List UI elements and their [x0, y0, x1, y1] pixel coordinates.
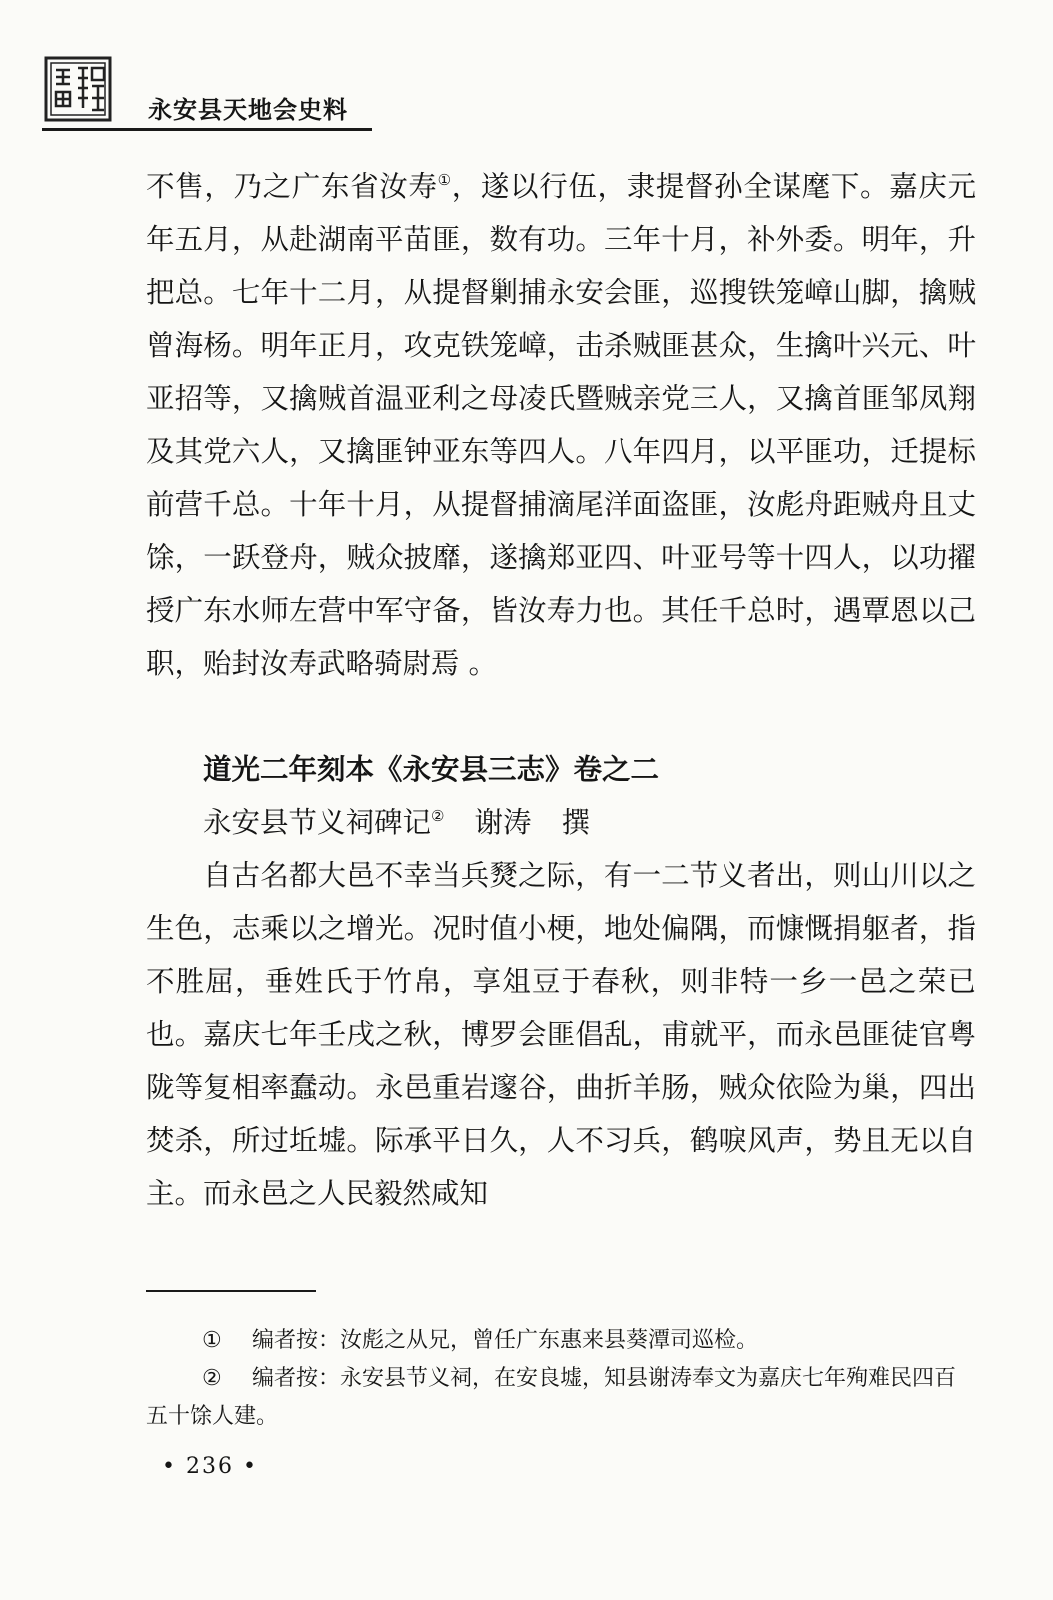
footnote-2 [146, 1360, 976, 1436]
footnotes [146, 1322, 976, 1436]
page-body [146, 160, 976, 1220]
footnote-text: 编者按：汝彪之从兄，曾任广东惠来县葵潭司巡检。 [252, 1328, 759, 1353]
paragraph-1-start: 不售，乃之广东省汝寿 [146, 170, 438, 203]
inscription-author: 谢涛 [474, 806, 532, 839]
section-title: 道光二年刻本《永安县三志》卷之二 [203, 753, 660, 786]
footnote-rule [146, 1290, 316, 1292]
footnote-number: ① [202, 1328, 222, 1353]
running-head-rule [42, 128, 372, 131]
running-head: 永安县天地会史料 [148, 96, 348, 124]
section-gap [146, 690, 976, 743]
footnote-1 [146, 1322, 976, 1360]
footnote-mark-1: ① [437, 171, 452, 189]
inscription-title-line [146, 796, 976, 849]
body-paragraph-1 [146, 160, 976, 690]
inscription-role: 撰 [561, 806, 590, 839]
inscription-title: 永安县节义祠碑记 [203, 806, 432, 839]
page-number: • 236 • [162, 1454, 258, 1479]
paragraph-1-rest: ，遂以行伍，隶提督孙全谋麾下。嘉庆元年五月，从赴湖南平苗匪，数有功。三年十月，补外委。明年，升把总。七年十二月，从提督剿捕永安会匪，巡搜铁笼嶂山脚，擒贼曾海杨。明年正月，攻克铁笼嶂，击杀贼匪甚众，生擒叶兴元、叶亚招等，又擒贼首温亚利之母凌氏暨贼亲党三人，又擒首匪邹凤翔及其党六人，又擒匪钟亚东等四人。八年四月，以平匪功，迁提标前营千总。十年十月，从提督捕滴尾洋面盗匪，汝彪舟距贼舟且丈馀，一跃登舟，贼众披靡，遂擒郑亚四、叶亚号等十四人，以功擢授广东水师左营中军守备，皆汝寿力也。其任千总时，遇覃恩以己职，贻封汝寿武略骑尉焉 。 [146, 170, 976, 680]
body-paragraph-2: 自古名都大邑不幸当兵燹之际，有一二节义者出，则山川以之生色，志乘以之增光。况时值小梗，地处偏隅，而慷慨捐躯者，指不胜屈，垂姓氏于竹帛，享俎豆于春秋，则非特一乡一邑之荣已也。嘉庆七年壬戌之秋，博罗会匪倡乱，甫就平，而永邑匪徒官粤陇等复相率蠢动。永邑重岩邃谷，曲折羊肠，贼众依险为巢，四出焚杀，所过坵墟。际承平日久，人不习兵，鹤唳风声，势且无以自主。而永邑之人民毅然咸知 [146, 859, 976, 1210]
footnote-text: 编者按：永安县节义祠，在安良墟，知县谢涛奉文为嘉庆七年殉难民四百五十馀人建。 [146, 1366, 957, 1429]
footnote-number: ② [202, 1366, 222, 1391]
seal-stamp-icon [44, 56, 112, 122]
footnote-mark-2: ② [431, 807, 445, 825]
